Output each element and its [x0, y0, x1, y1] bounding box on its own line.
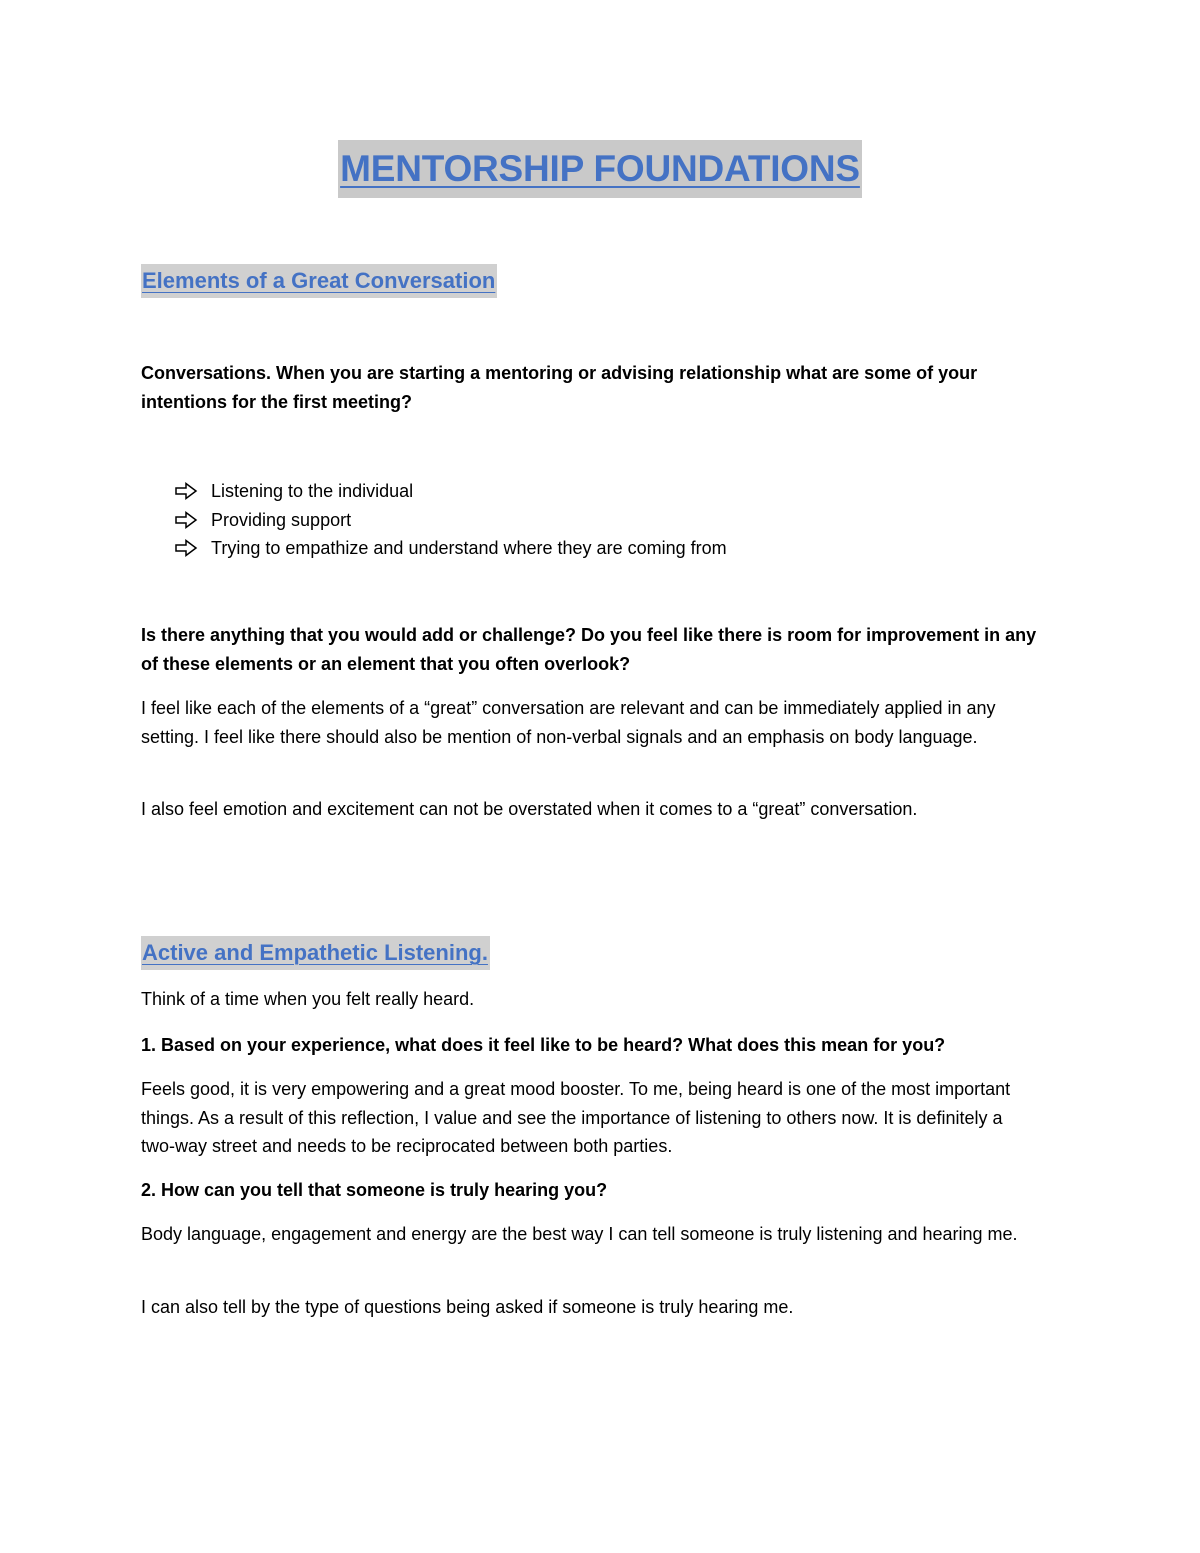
listening-question-1: 1. Based on your experience, what does it feel like to be heard? What does this mean for you?	[141, 1035, 946, 1055]
list-item	[174, 534, 727, 563]
section-heading-listening	[141, 936, 490, 970]
hollow-right-arrow-icon	[174, 477, 200, 505]
listening-answer-2a: Body language, engagement and energy are the best way I can tell someone is truly listening and hearing me.	[141, 1224, 1018, 1244]
listening-question-2: 2. How can you tell that someone is truly hearing you?	[141, 1180, 608, 1200]
document-title-text: MENTORSHIP FOUNDATIONS	[338, 140, 862, 198]
section-heading-conversation	[141, 264, 497, 298]
list-item	[174, 477, 727, 506]
list-item-text: Providing support	[211, 509, 352, 530]
list-item-text: Listening to the individual	[211, 481, 414, 501]
listening-answer-1: Feels good, it is very empowering and a great mood booster. To me, being heard is one of the most important things. As a result of this reflection, I value and see the importance of listening to others now. It is definitely a two-way street and needs to be reciprocated between both parties.	[141, 1079, 1011, 1156]
document-title	[0, 140, 1200, 207]
conversation-question: Conversations. When you are starting a mentoring or advising relationship what are some of your intentions for the first meeting?	[141, 363, 978, 412]
hollow-right-arrow-icon	[174, 534, 200, 562]
listening-intro: Think of a time when you felt really heard.	[141, 989, 475, 1009]
improvement-answer-2: I also feel emotion and excitement can not be overstated when it comes to a “great” conversation.	[141, 799, 918, 819]
hollow-right-arrow-icon	[174, 506, 200, 534]
improvement-answer-1: I feel like each of the elements of a “great” conversation are relevant and can be immediately applied in any setting. I feel like there should also be mention of non-verbal signals and an emphasis on body language.	[141, 698, 996, 747]
section-heading-conversation-text: Elements of a Great Conversation	[141, 264, 497, 298]
list-item-text: Trying to empathize and understand where they are coming from	[211, 538, 727, 558]
improvement-question: Is there anything that you would add or challenge? Do you feel like there is room for improvement in any of these elements or an element that you often overlook?	[141, 625, 1037, 674]
intentions-list	[174, 477, 727, 563]
list-item	[174, 506, 727, 535]
section-heading-listening-text: Active and Empathetic Listening.	[141, 936, 490, 970]
listening-answer-2b: I can also tell by the type of questions being asked if someone is truly hearing me.	[141, 1297, 794, 1317]
